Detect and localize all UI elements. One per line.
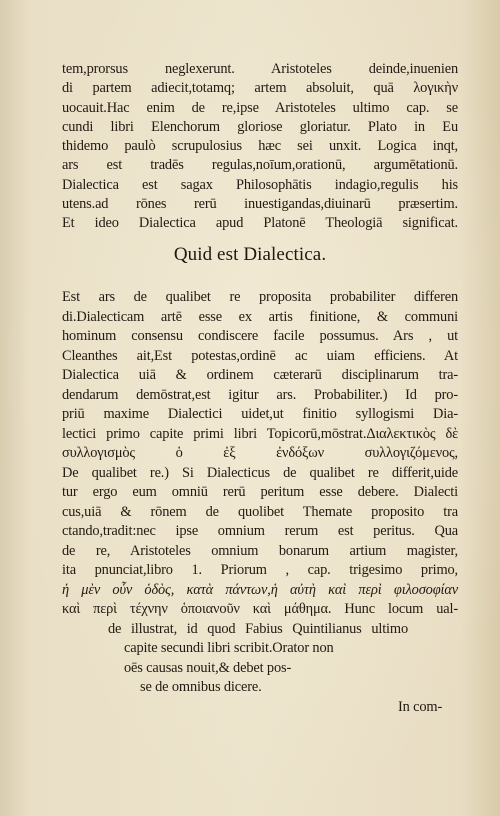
greek-text-line: ἡ μὲν οὖν ὁδὸς, κατὰ πάντων,ἡ αὐτὴ καὶ περὶ φιλοσοφίαν <box>62 581 458 598</box>
text-line: De qualibet re.) Si Dialecticus de qualibet re differit,uide <box>62 464 458 481</box>
text-line: priū maxime Dialectici uidet,ut finitio syllogismi Dia- <box>62 406 458 422</box>
text-line: ita pnunciat,libro 1. Priorum , cap. trigesimo primo, <box>62 562 458 578</box>
text-line: Est ars de qualibet re proposita probabiliter differen <box>62 289 458 305</box>
text-line: di.Dialecticam artē esse ex artis finitione, & communi <box>62 308 458 325</box>
text-line: Dialectica est sagax Philosophātis indagio,regulis his <box>62 176 458 193</box>
text-line: dendarum demōstrat,est igitur ars. Probabiliter.) Id pro- <box>62 386 458 403</box>
text-line: di partem adiecit,totamq; artem absoluit, quā λογικὴν <box>62 80 458 97</box>
text-line: oēs causas nouit,& debet pos- <box>124 659 292 676</box>
text-line: thidemo paulò scrupulosius hæc sei unxit. Logica inqt, <box>62 138 458 155</box>
text-line: de re, Aristoteles omnium bonarum artium magister, <box>62 542 458 559</box>
text-line: Dialectica uiā & ordinem cæterarū disciplinarum tra- <box>62 367 458 383</box>
text-line: cundi libri Elenchorum gloriose gloriatur. Plato in Eu <box>62 118 458 135</box>
text-line: de illustrat, id quod Fabius Quintilianus ultimo <box>108 620 408 637</box>
text-line: Cleanthes ait,Est potestas,ordinē ac uiam efficiens. At <box>62 347 458 364</box>
text-line: ctando,tradit:nec ipse omnium rerum est peritus. Qua <box>62 523 458 539</box>
text-line: capite secundi libri scribit.Orator non <box>124 640 334 656</box>
text-line: lectici primo capite primi libri Topicorū,mōstrat.Διαλεκτικὸς δὲ συλλογισμὸς ὁ ἐξ ἐνδόξων συλλογιζόμενος, <box>62 425 458 461</box>
section-heading: Quid est Dialectica. <box>173 244 327 265</box>
text-line: utens.ad rōnes rerū inuestigandas,diuinarū præsertim. <box>62 196 458 213</box>
text-line: se de omnibus dicere. <box>140 679 262 695</box>
text-line: καὶ περὶ τέχνην ὁποιανοῦν καὶ μάθημα. Hunc locum ual- <box>62 601 458 617</box>
text-line: tur ergo eum omniū rerū peritum esse debere. Dialecti <box>62 484 458 500</box>
text-block-intro <box>62 60 458 234</box>
text-block-definition <box>62 288 458 717</box>
text-line: hominum consensu condiscere facile possumus. Ars , ut <box>62 328 458 344</box>
text-line: tem,prorsus neglexerunt. Aristoteles deinde,inuenien <box>62 61 458 77</box>
text-line: ars est tradēs regulas,noīum,orationū, argumētationū. <box>62 157 458 174</box>
catchword: In com- <box>398 698 443 715</box>
text-line: Et ideo Dialectica apud Platonē Theologiā significat. <box>62 215 458 232</box>
text-line: uocauit.Hac enim de re,ipse Aristoteles ultimo cap. se <box>62 99 458 116</box>
text-line: cus,uiā & rōnem de quolibet Themate proposito tra <box>62 503 458 520</box>
